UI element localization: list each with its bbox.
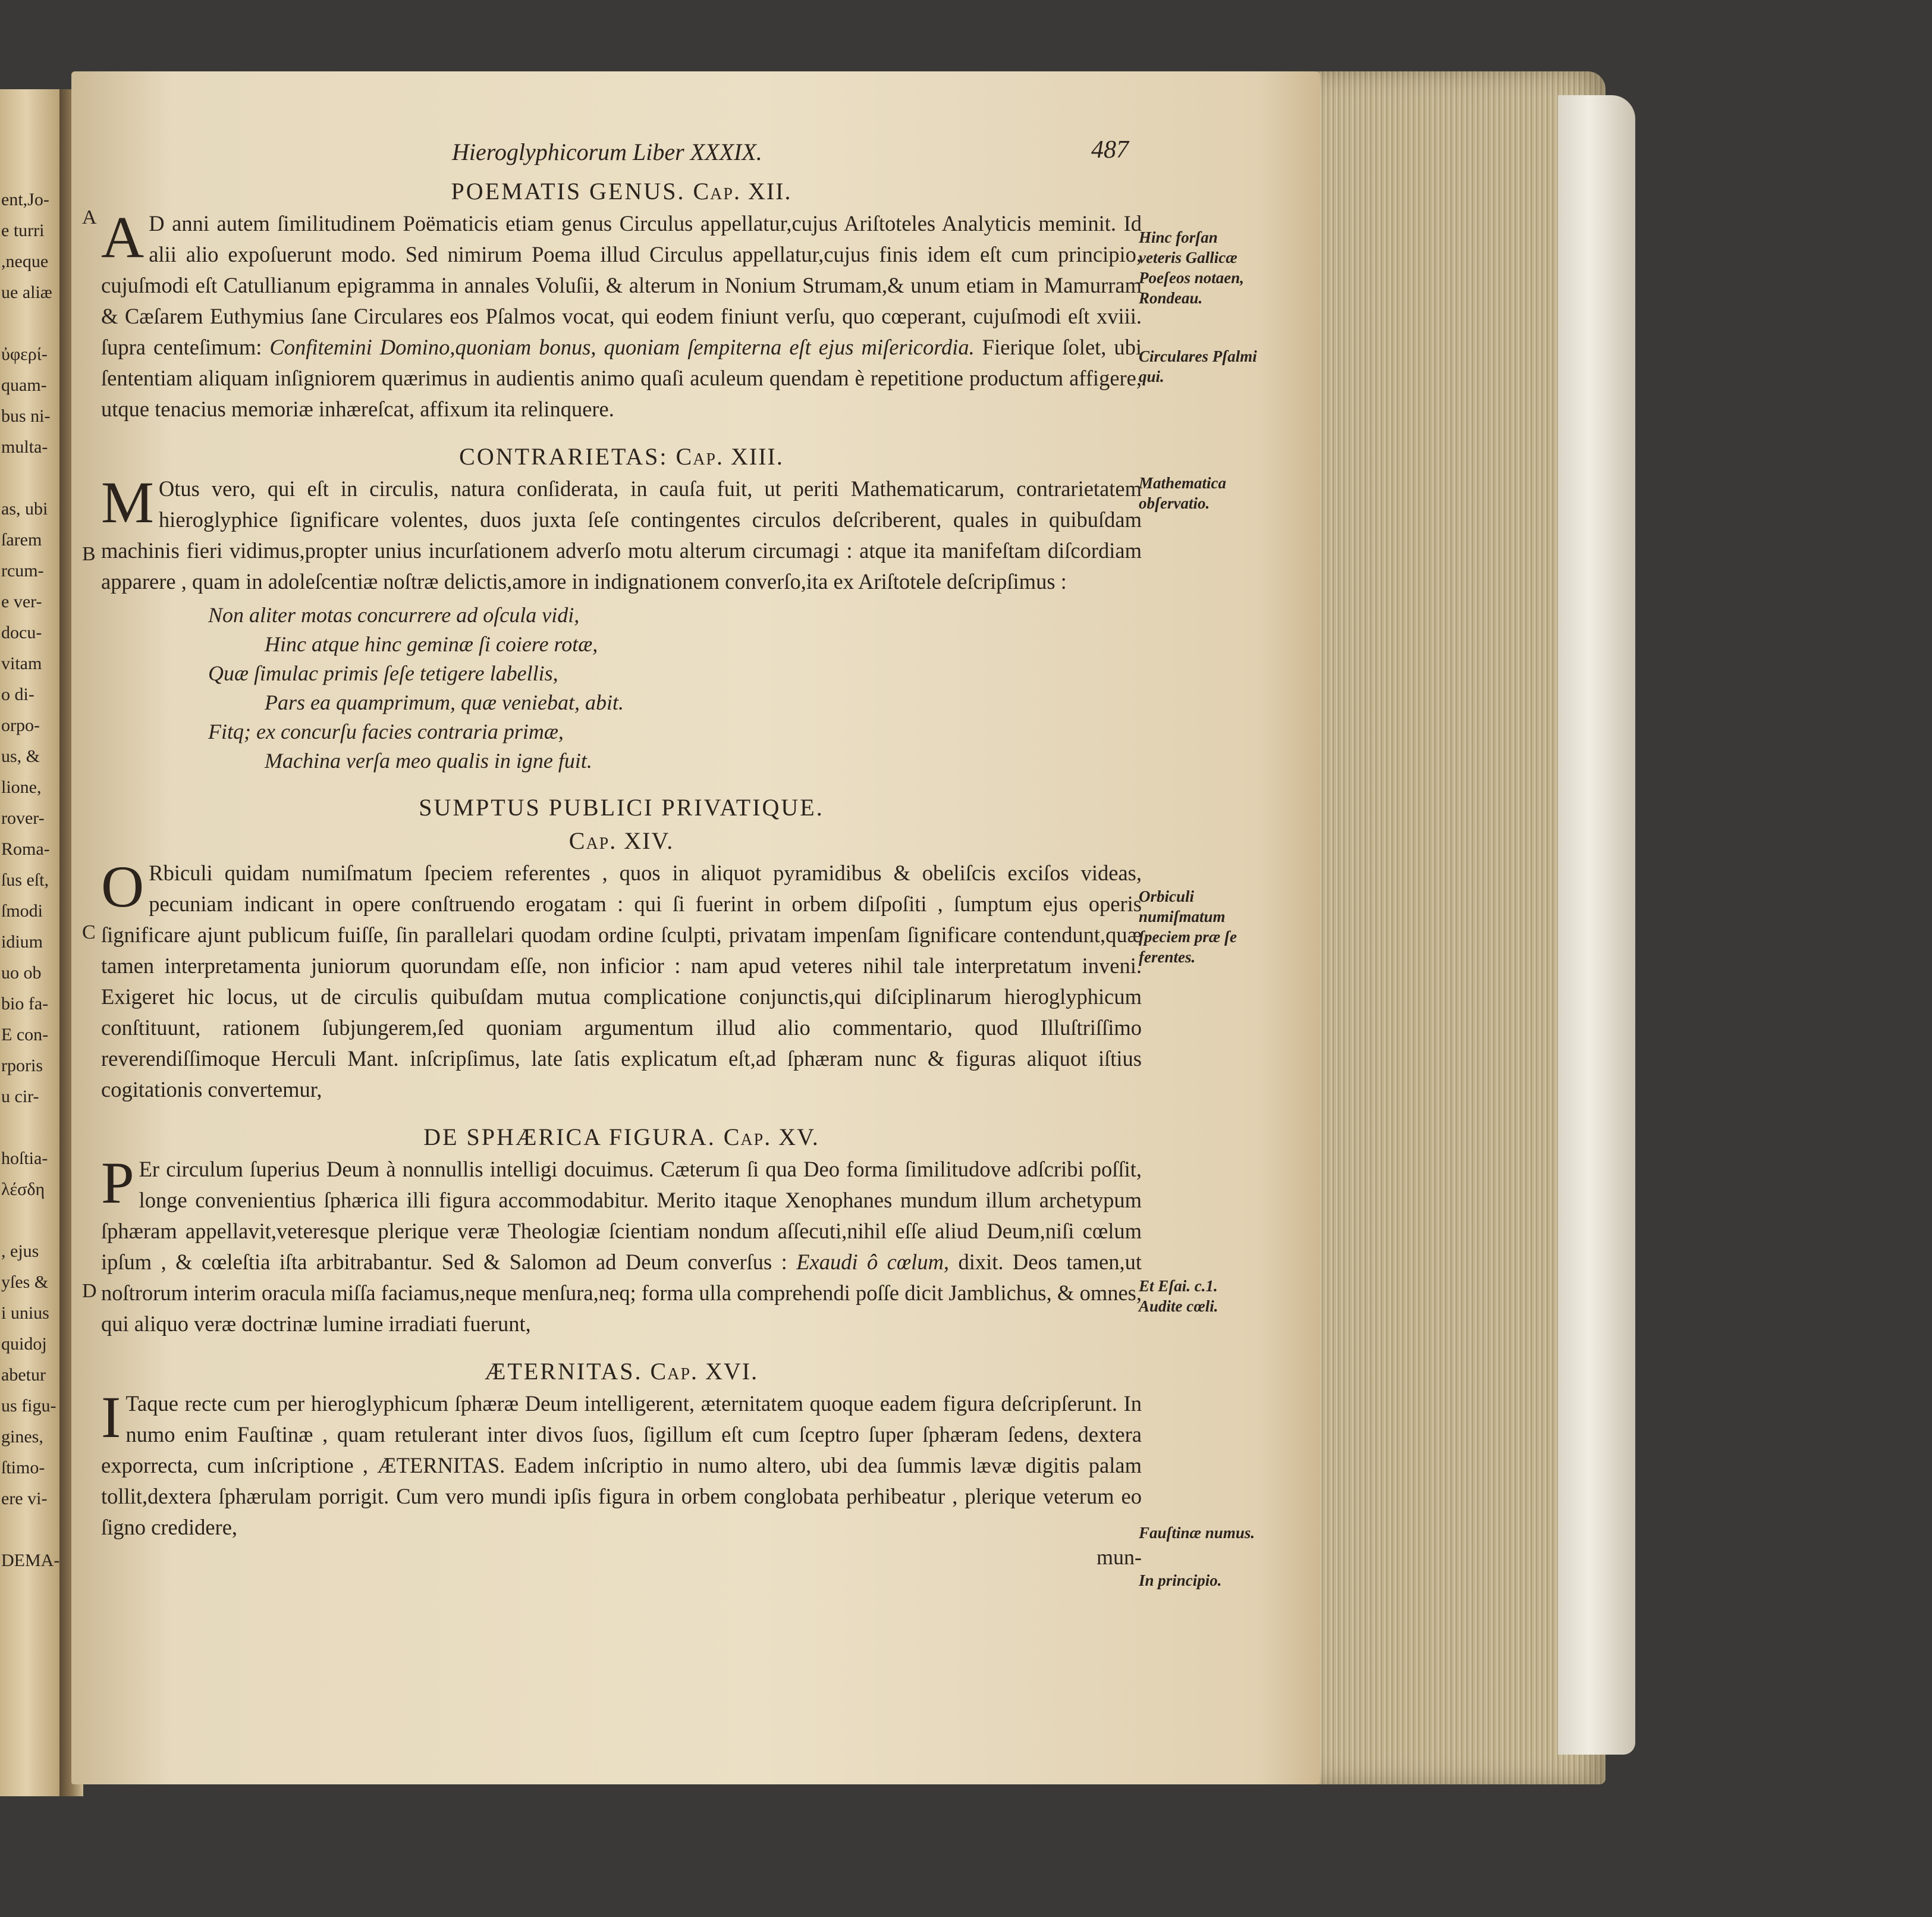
section-heading — [101, 791, 1142, 858]
facing-page-line: u cir- — [1, 1087, 39, 1106]
chapter-label: Cap. XVI. — [650, 1358, 759, 1385]
facing-page-line: docu- — [1, 623, 42, 642]
verse-line: Hinc atque hinc geminæ ſi coiere rotæ, — [265, 632, 598, 656]
facing-page-line: yſes & — [1, 1272, 49, 1292]
margin-letter: D — [82, 1280, 97, 1302]
facing-page-line: Roma- — [1, 839, 50, 859]
body-text: D anni autem ſimilitudinem Poëmaticis etiam genus Circulus appellatur,cujus Ariſtoteles Analyticis meminit. Id alii alio expoſuerunt modo. Sed nimirum Poema illud Circulus appellatur,cujus finis idem eſt cum principio, cujuſmodi eſt Catullianum epigramma in annales Voluſii, & alterum in Nonium Strumam,& unum etiam in Mamurram & Cæſarem Euthymius ſane Circulares eos Pſalmos vocat, qui eodem finiunt verſu, quo cœperant, cujuſmodi eſt xviii. ſupra centeſimum: — [101, 211, 1142, 359]
margin-note: In principio. — [1139, 1571, 1222, 1589]
facing-page-line: quidoj — [1, 1334, 47, 1354]
facing-page-line: idium — [1, 932, 43, 952]
facing-page-line: rporis — [1, 1056, 43, 1075]
heading-title: DE SPHÆRICA FIGURA. — [423, 1124, 716, 1150]
chapter-label: Cap. XIII. — [676, 443, 784, 470]
facing-page-line: bio fa- — [1, 994, 49, 1014]
facing-page-line — [1, 1514, 61, 1545]
drop-cap: O — [101, 854, 144, 920]
page-content — [82, 136, 1142, 1571]
page-number: 487 — [1091, 136, 1129, 164]
facing-page-line: e ver- — [1, 592, 42, 611]
facing-page-line: uo ob — [1, 963, 42, 983]
psalm-quote: Confitemini Domino,quoniam bonus, quoniam ſempiterna eſt ejus miſericordia. — [269, 335, 975, 359]
section-body — [101, 1384, 1142, 1543]
facing-page-line: e turri — [1, 221, 45, 240]
verse-line: Fitq; ex concurſu facies contraria primæ, — [208, 720, 564, 743]
section-body — [82, 204, 1142, 425]
margin-note: Mathematica obſervatio. — [1139, 474, 1226, 512]
body-text: Rbiculi quidam numiſmatum ſpeciem referentes , quos in aliquot pyramidibus & obeliſcis exciſos videas, pecuniam indicant in opere conſtruendo erogatam : qui ſi fuerint in orbem diſpoſiti , ſumptum ejus operis ſignificare ajunt publicum fuiſſe, ſin parallelari quodam ordine ſculpti, privatam impenſam ſignificare contendunt,quæ tamen interpretamenta juniorum quorundam eſſe, non inficior : nam apud veteres nihil tale interpretatum inveni. Exigeret hic locus, ut de circulis quibuſdam mutua complicatione conjunctis,qui diſciplinarum hieroglyphicum conſtituunt, rationem ſubjungerem,ſed quoniam argumentum illud alio commentario, quod Illuſtriſſimo reverendiſſimoque Herculi Mant. inſcripſimus, late ſatis explicatum eſt,ad ſphæram nunc & figuras aliquot iſtius cogitationis convertemur, — [101, 861, 1142, 1102]
facing-page-text — [1, 184, 61, 1576]
section-heading — [101, 440, 1142, 473]
facing-page-line: abetur — [1, 1365, 46, 1385]
verse-line: Pars ea quamprimum, quæ veniebat, abit. — [265, 691, 624, 714]
facing-page-line: , ejus — [1, 1241, 39, 1261]
facing-page-line: rcum- — [1, 561, 44, 581]
facing-page-line: us figu- — [1, 1396, 56, 1416]
facing-page-line: hoſtia- — [1, 1149, 48, 1168]
drop-cap: I — [101, 1384, 121, 1450]
facing-page-line: multa- — [1, 437, 48, 457]
facing-page-line: vitam — [1, 654, 42, 673]
body-text: Otus vero, qui eſt in circulis, natura conſiderata, in cauſa fuit, ut periti Mathematicarum, contrarietatem hieroglyphice ſignificare volentes, duos juxta ſeſe contingentes circulos deſcriberent, quales in quibuſdam machinis fieri vidimus,propter unius incurſationem adverſo motu alterum circumagi : atque ita manifeſtam diſcordiam apparere , quam in adoleſcentiæ noſtræ delictis,amore in indignationem converſo,ita ex Ariſtotele deſcripſimus : — [101, 476, 1142, 594]
verse-line: Quæ ſimulac primis ſeſe tetigere labellis, — [208, 661, 558, 685]
body-text-2: dixit. Deos tamen,ut noſtrorum interim oracula miſſa faciamus,neque menſura,neq; forma ulla comprehendi poſſe dicit Jamblichus, & omnes, qui aliquo veræ doctrinæ lumine irradiati fuerunt, — [101, 1250, 1142, 1336]
section-body — [82, 469, 1142, 597]
facing-page-line: ſtimo- — [1, 1458, 45, 1477]
facing-page-line: rover- — [1, 808, 45, 828]
facing-page-line: ſmodi — [1, 901, 43, 921]
facing-page-line: lione, — [1, 777, 42, 797]
margin-note: Fauſtinæ numus. — [1139, 1524, 1255, 1542]
margin-note: Et Eſai. c.1. Audite cœli. — [1139, 1277, 1218, 1315]
verse-line: Machina verſa meo qualis in igne fuit. — [265, 749, 592, 773]
body-text: Taque recte cum per hieroglyphicum ſphæræ Deum intelligerent, æternitatem quoque eadem figura deſcripſerunt. In numo enim Fauſtinæ , quam retulerant inter divos ſuos, ſigillum eſt cum ſceptro ſuper ſphæram ſedens, dextera exporrecta, cum inſcriptione , ÆTERNITAS. Eadem inſcriptio in numo altero, ubi dea ſummis lævæ digitis palam tollit,dextera ſphærulam porrigit. Cum vero mundi ipſis figura in orbem conglobata perhibeatur , plerique veterum eo ſigno credidere, — [101, 1391, 1142, 1539]
section-aeternitas — [101, 1355, 1142, 1571]
chapter-label: Cap. XV. — [723, 1124, 819, 1150]
section-sumptus — [82, 791, 1142, 1105]
margin-note: Circulares Pſalmi qui. — [1139, 347, 1257, 385]
facing-page-line: ere vi- — [1, 1489, 48, 1508]
heading-title: SUMPTUS PUBLICI PRIVATIQUE. — [419, 794, 824, 821]
drop-cap: A — [101, 204, 144, 270]
chapter-label: Cap. XIV. — [568, 827, 674, 854]
facing-page-line: ,neque — [1, 252, 49, 271]
section-poematis — [82, 175, 1142, 425]
section-heading — [101, 1355, 1142, 1388]
facing-page-line: ue aliæ — [1, 283, 52, 302]
facing-page-line: ent,Jo- — [1, 190, 49, 209]
verse-block — [208, 601, 1142, 776]
facing-page-line: ὐφερί- — [1, 344, 48, 364]
facing-page-line: i unius — [1, 1303, 49, 1323]
facing-page-line — [1, 308, 61, 339]
facing-page-line: us, & — [1, 746, 40, 766]
facing-page-line: quam- — [1, 375, 47, 395]
facing-page-line: λέσδη — [1, 1179, 45, 1199]
catchword: mun- — [1097, 1545, 1142, 1569]
body-text-2: Fierique ſolet, ubi ſententiam aliquam inſigniorem quærimus in audientis animo quaſi aculeum quendam è repetitione productum affigere, utque tenacius memoriæ inhæreſcat, affixum ita relinquere. — [101, 335, 1142, 421]
facing-page-line: gines, — [1, 1427, 43, 1447]
section-sphaerica — [82, 1121, 1142, 1339]
heading-title: POEMATIS GENUS. — [451, 178, 686, 205]
heading-title: ÆTERNITAS. — [484, 1358, 643, 1385]
facing-page-line — [1, 463, 61, 494]
running-title: Hieroglyphicorum Liber XXXIX. — [452, 139, 762, 165]
running-head — [101, 138, 1142, 175]
book-cover — [1558, 95, 1635, 1755]
quote: Exaudi ô cœlum, — [796, 1250, 950, 1274]
section-body — [82, 854, 1142, 1105]
drop-cap: P — [101, 1150, 134, 1216]
heading-title: CONTRARIETAS: — [459, 443, 668, 470]
section-contrarietas — [82, 440, 1142, 776]
margin-letter: A — [82, 206, 97, 228]
margin-note: Orbiculi numiſmatum ſpeciem præ ſe ferentes. — [1139, 887, 1237, 966]
drop-cap: M — [101, 469, 154, 535]
facing-page-line: DEMA- — [1, 1551, 60, 1570]
facing-page-line: ſarem — [1, 530, 42, 550]
facing-page-line — [1, 1205, 61, 1236]
facing-page-line: bus ni- — [1, 406, 51, 426]
section-heading — [101, 175, 1142, 208]
section-body — [82, 1150, 1142, 1339]
facing-page-line: ſus eſt, — [1, 870, 49, 890]
facing-page-line — [1, 1112, 61, 1143]
verse-line: Non aliter motas concurrere ad oſcula vidi, — [208, 603, 580, 627]
facing-page-line: orpo- — [1, 716, 40, 735]
facing-page-line: as, ubi — [1, 499, 48, 519]
facing-page-line: o di- — [1, 685, 34, 704]
facing-page-line: E con- — [1, 1025, 49, 1044]
margin-letter: C — [82, 921, 96, 943]
chapter-label: Cap. XII. — [693, 178, 792, 205]
section-heading — [101, 1121, 1142, 1154]
body-text: Er circulum ſuperius Deum à nonnullis intelligi docuimus. Cæterum ſi qua Deo forma ſimilitudove adſcribi poſſit, longe convenientius ſphærica illi figura accommodabitur. Merito itaque Xenophanes mundum illum archetypum ſphæram appellavit,veteresque plerique veræ Theologiæ ſcientiam nondum aſſecuti,nihil eſſe aliud Deum,niſi cœlum ipſum , & cœleſtia iſta arbitrabantur. Sed & Salomon ad Deum converſus : — [101, 1157, 1142, 1274]
facing-page — [0, 89, 65, 1796]
margin-note: Hinc forſan veteris Gallicæ Poeſeos notaen, Rondeau. — [1139, 228, 1244, 307]
margin-letter: B — [82, 543, 96, 565]
